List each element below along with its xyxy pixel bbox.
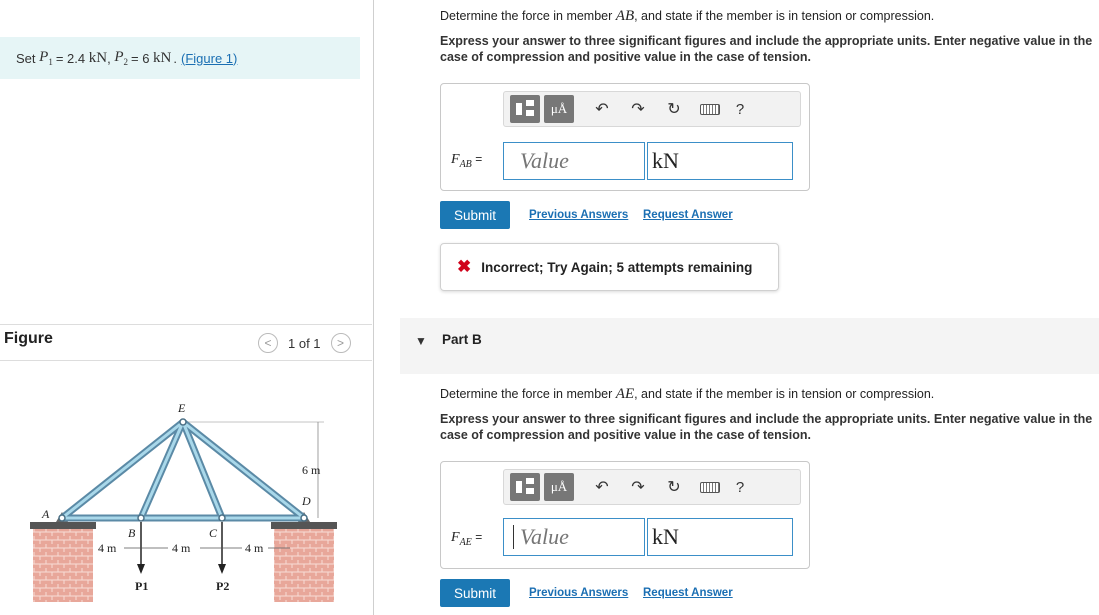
height-label: 6 m [302,463,321,477]
part-b-request-answer-link[interactable]: Request Answer [643,587,733,599]
feedback-text: Incorrect; Try Again; 5 attempts remaining [481,259,753,275]
incorrect-icon: ✖ [457,257,472,276]
joint-label-b: B [128,526,136,540]
p2-expression: $P_2$ [114,49,128,67]
keyboard-icon[interactable] [700,104,720,115]
help-icon[interactable]: ? [735,100,745,118]
part-b-member: AE [615,386,635,402]
part-a-unit-field[interactable]: kN [647,142,793,180]
given-values-box [0,37,360,79]
part-a-member: AB [615,8,635,24]
part-b-toolbar [503,469,801,505]
dim-label-1: 4 m [98,541,117,555]
templates-button[interactable] [510,95,540,123]
units-button[interactable]: μÅ [544,95,574,123]
reset-icon[interactable]: ↻ [667,101,681,118]
joint-label-e: E [178,401,186,415]
undo-icon[interactable]: ↶ [595,479,609,496]
reset-icon[interactable]: ↻ [667,479,681,496]
joint-label-d: D [302,494,311,508]
part-a-answer-box [440,83,810,191]
templates-button[interactable] [510,473,540,501]
part-b-answer-label: $F_{AE}$ = [451,530,483,548]
part-b-value-input[interactable] [503,518,645,556]
p2-unit: kN [153,49,172,66]
dim-label-3: 4 m [245,541,264,555]
collapse-arrow-icon[interactable]: ▼ [415,334,427,348]
text-cursor [513,525,514,549]
part-a-submit-button[interactable]: Submit [440,201,510,229]
truss-figure [28,392,338,602]
p2-value: = 6 [130,50,150,66]
figure-link[interactable]: (Figure 1) [181,50,238,66]
part-a-answer-label: $F_{AB}$ = [451,152,483,170]
right-wall [274,528,334,602]
load-label-p1: P1 [135,579,149,593]
part-b-title: Part B [442,332,482,347]
pager-prev-button[interactable]: < [258,333,278,353]
part-a-instructions: Express your answer to three significant figures and include the appropriate units. Enter negative value in the case of compression and positive value in the case of tension. [440,34,1093,64]
p1-expression: $P_1$ [39,49,53,67]
set-prefix: Set [16,50,36,66]
pane-divider [373,0,374,615]
pager-next-button[interactable]: > [331,333,351,353]
part-b-answer-box [440,461,810,569]
figure-pager [258,333,351,353]
part-b-instructions: Express your answer to three significant figures and include the appropriate units. Enter negative value in the case of compression and positive value in the case of tension. [440,412,1093,442]
part-a-toolbar [503,91,801,127]
redo-icon[interactable]: ↷ [631,479,645,496]
p1-unit: kN [88,49,108,66]
left-wall [33,528,93,602]
units-button[interactable]: μÅ [544,473,574,501]
truss-members [62,422,304,518]
load-label-p2: P2 [216,579,230,593]
p1-value: = 2.4 [55,50,86,66]
figure-title: Figure [4,330,53,347]
help-icon[interactable]: ? [735,478,745,496]
part-a-request-answer-link[interactable]: Request Answer [643,209,733,221]
part-a-value-input[interactable] [503,142,645,180]
separator: , [107,50,111,66]
part-a-feedback [440,243,779,291]
part-b-header[interactable] [400,318,1099,374]
part-b-unit-field[interactable]: kN [647,518,793,556]
pager-count: 1 of 1 [288,335,321,351]
joint-label-c: C [209,526,218,540]
redo-icon[interactable]: ↷ [631,101,645,118]
part-a-previous-answers-link[interactable]: Previous Answers [529,209,629,221]
period: . [173,50,178,66]
part-b-question: Determine the force in member AE, and state if the member is in tension or compression. [440,386,935,402]
keyboard-icon[interactable] [700,482,720,493]
undo-icon[interactable]: ↶ [595,101,609,118]
dim-label-2: 4 m [172,541,191,555]
joint-label-a: A [42,507,50,521]
part-a-question: Determine the force in member AB, and state if the member is in tension or compression. [440,8,935,24]
part-b-previous-answers-link[interactable]: Previous Answers [529,587,629,599]
part-b-submit-button[interactable]: Submit [440,579,510,607]
